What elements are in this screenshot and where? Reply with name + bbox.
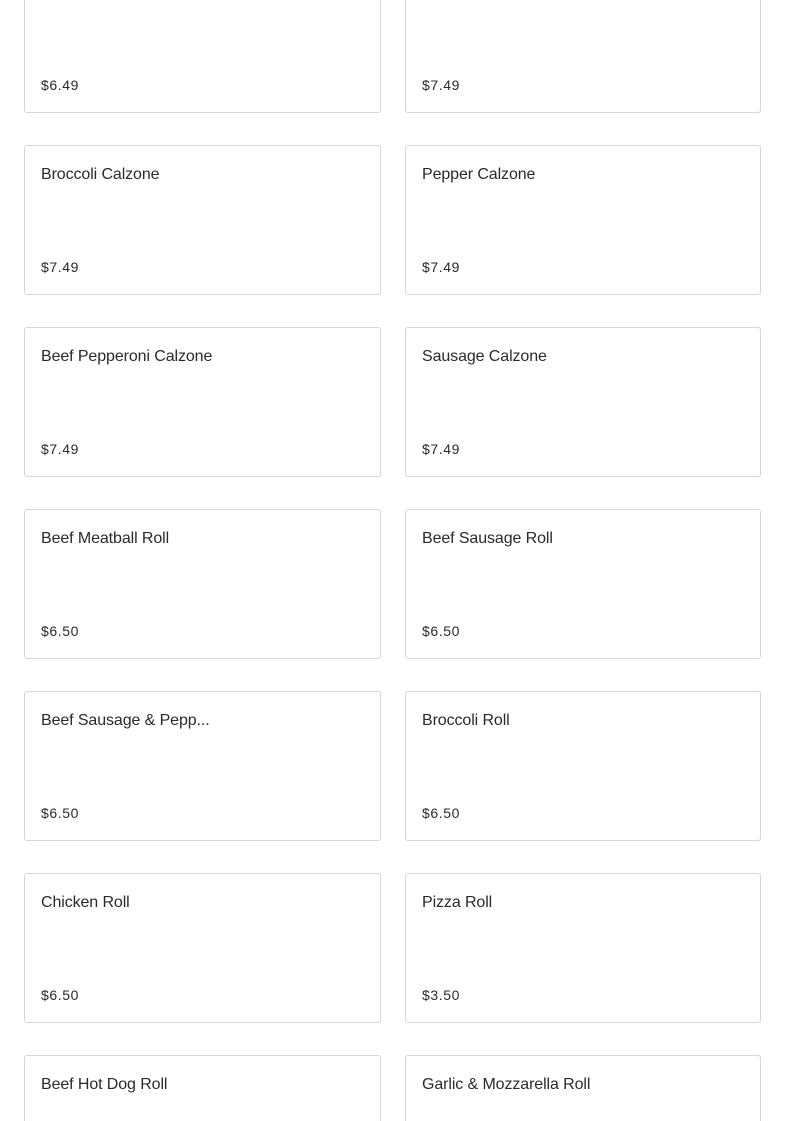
menu-item-card[interactable] xyxy=(405,145,761,295)
menu-item-card[interactable] xyxy=(405,691,761,841)
menu-item-price: $6.50 xyxy=(422,623,461,639)
menu-item-name: Broccoli Calzone xyxy=(41,166,160,183)
menu-item-price: $7.49 xyxy=(41,441,80,457)
menu-item-card[interactable] xyxy=(405,873,761,1023)
menu-item-price: $6.50 xyxy=(422,805,461,821)
menu-item-card[interactable] xyxy=(24,1055,381,1121)
menu-item-name: Beef Meatball Roll xyxy=(41,530,170,547)
menu-item-name: Sausage Calzone xyxy=(422,348,547,365)
menu-item-price: $3.50 xyxy=(422,987,461,1003)
menu-item-card[interactable] xyxy=(405,1055,761,1121)
menu-item-name: Beef Hot Dog Roll xyxy=(41,1076,168,1093)
menu-item-price: $7.49 xyxy=(41,259,80,275)
menu-item-card[interactable] xyxy=(24,0,381,113)
menu-item-card[interactable] xyxy=(24,691,381,841)
menu-item-price: $7.49 xyxy=(422,259,461,275)
menu-item-price: $7.49 xyxy=(422,441,461,457)
menu-item-card[interactable] xyxy=(405,327,761,477)
menu-item-price: $7.49 xyxy=(422,77,461,93)
menu-item-price: $6.50 xyxy=(41,987,80,1003)
menu-item-name: Pepper Calzone xyxy=(422,166,536,183)
menu-item-card[interactable] xyxy=(24,873,381,1023)
menu-item-name: Beef Pepperoni Calzone xyxy=(41,348,213,365)
menu-item-name: Broccoli Roll xyxy=(422,712,510,729)
menu-item-price: $6.50 xyxy=(41,805,80,821)
menu-item-name: Garlic & Mozzarella Roll xyxy=(422,1076,591,1093)
menu-item-price: $6.49 xyxy=(41,77,80,93)
menu-item-card[interactable] xyxy=(24,509,381,659)
menu-item-card[interactable] xyxy=(24,145,381,295)
menu-item-card[interactable] xyxy=(405,0,761,113)
menu-item-name: Beef Sausage & Pepp... xyxy=(41,712,210,729)
menu-item-name: Beef Sausage Roll xyxy=(422,530,553,547)
menu-item-card[interactable] xyxy=(405,509,761,659)
menu-item-price: $6.50 xyxy=(41,623,80,639)
menu-item-card[interactable] xyxy=(24,327,381,477)
menu-item-name: Pizza Roll xyxy=(422,894,493,911)
menu-item-name: Chicken Roll xyxy=(41,894,130,911)
menu-item-grid xyxy=(24,0,761,1121)
